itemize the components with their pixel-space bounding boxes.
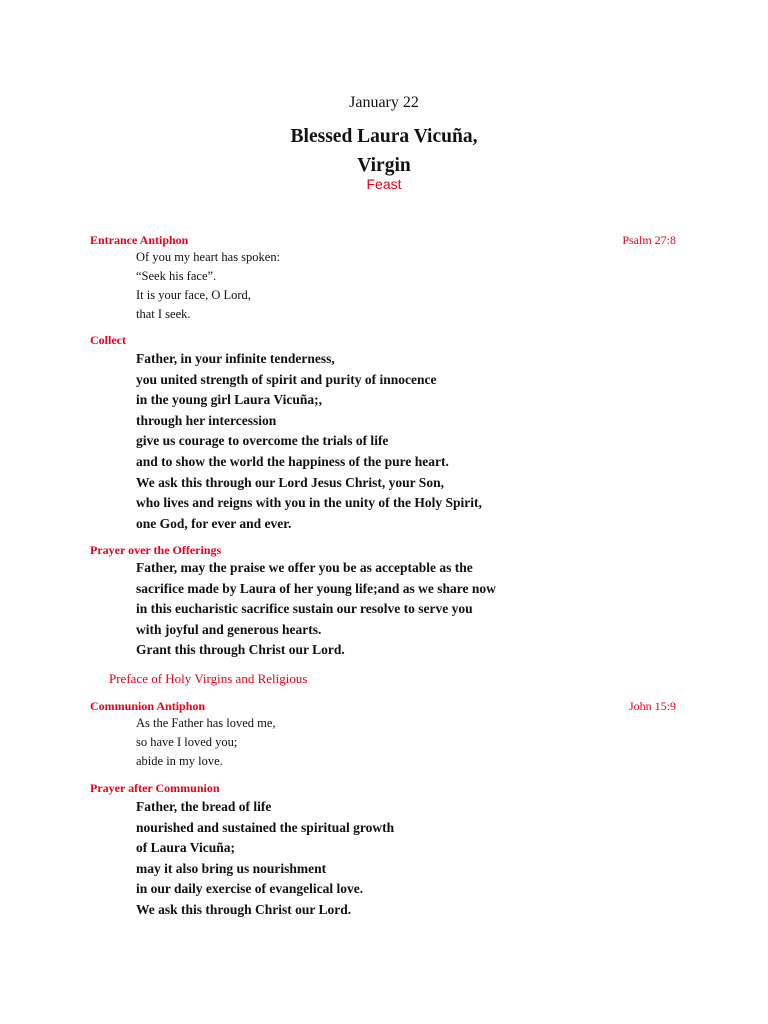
text-line: in the young girl Laura Vicuña;,	[136, 392, 323, 408]
text-line: It is your face, O Lord,	[136, 288, 251, 302]
feast-date: January 22	[349, 94, 419, 111]
communion-antiphon-heading: Communion Antiphon	[90, 699, 206, 713]
liturgical-rank: Feast	[366, 176, 402, 192]
text-line: one God, for ever and ever.	[136, 515, 292, 531]
collect-heading: Collect	[90, 333, 126, 347]
text-line: that I seek.	[136, 307, 191, 321]
title-line-2: Virgin	[357, 155, 411, 176]
text-line: in this eucharistic sacrifice sustain our resolve to serve you	[136, 601, 473, 617]
entrance-antiphon-heading: Entrance Antiphon	[90, 233, 189, 247]
communion-antiphon-reference: John 15:9	[628, 699, 676, 713]
text-line: may it also bring us nourishment	[136, 860, 327, 876]
text-line: so have I loved you;	[136, 735, 238, 749]
text-line: in our daily exercise of evangelical love.	[136, 881, 364, 897]
preface-reference: Preface of Holy Virgins and Religious	[109, 671, 308, 686]
entrance-antiphon-reference: Psalm 27:8	[622, 233, 676, 247]
text-line: and to show the world the happiness of the pure heart.	[136, 453, 449, 469]
text-line: We ask this through Christ our Lord.	[136, 901, 352, 917]
after-communion-text	[136, 797, 394, 921]
collect-text	[136, 349, 482, 534]
offerings-prayer-heading: Prayer over the Offerings	[90, 543, 222, 557]
text-line: nourished and sustained the spiritual growth	[136, 819, 395, 835]
text-line: you united strength of spirit and purity of innocence	[136, 371, 437, 387]
page-title	[0, 122, 768, 180]
text-line: sacrifice made by Laura of her young life;and as we share now	[136, 580, 496, 596]
text-line: Father, the bread of life	[136, 799, 272, 814]
text-line: “Seek his face”.	[136, 269, 217, 283]
text-line: Of you my heart has spoken:	[136, 250, 281, 264]
text-line: with joyful and generous hearts.	[136, 621, 322, 637]
text-line: As the Father has loved me,	[136, 716, 276, 730]
title-line-1: Blessed Laura Vicuña,	[290, 126, 478, 147]
text-line: through her intercession	[136, 412, 277, 428]
text-line: Father, may the praise we offer you be as acceptable as the	[136, 560, 473, 575]
text-line: Grant this through Christ our Lord.	[136, 642, 345, 658]
after-communion-heading: Prayer after Communion	[90, 781, 220, 795]
text-line: who lives and reigns with you in the unity of the Holy Spirit,	[136, 495, 482, 511]
text-line: Father, in your infinite tenderness,	[136, 351, 335, 366]
entrance-antiphon-text	[136, 248, 280, 324]
text-line: give us courage to overcome the trials of life	[136, 433, 389, 449]
text-line: We ask this through our Lord Jesus Christ, your Son,	[136, 474, 444, 490]
communion-antiphon-text	[136, 714, 276, 771]
text-line: abide in my love.	[136, 754, 223, 768]
offerings-prayer-text	[136, 558, 496, 661]
text-line: of Laura Vicuña;	[136, 840, 236, 856]
